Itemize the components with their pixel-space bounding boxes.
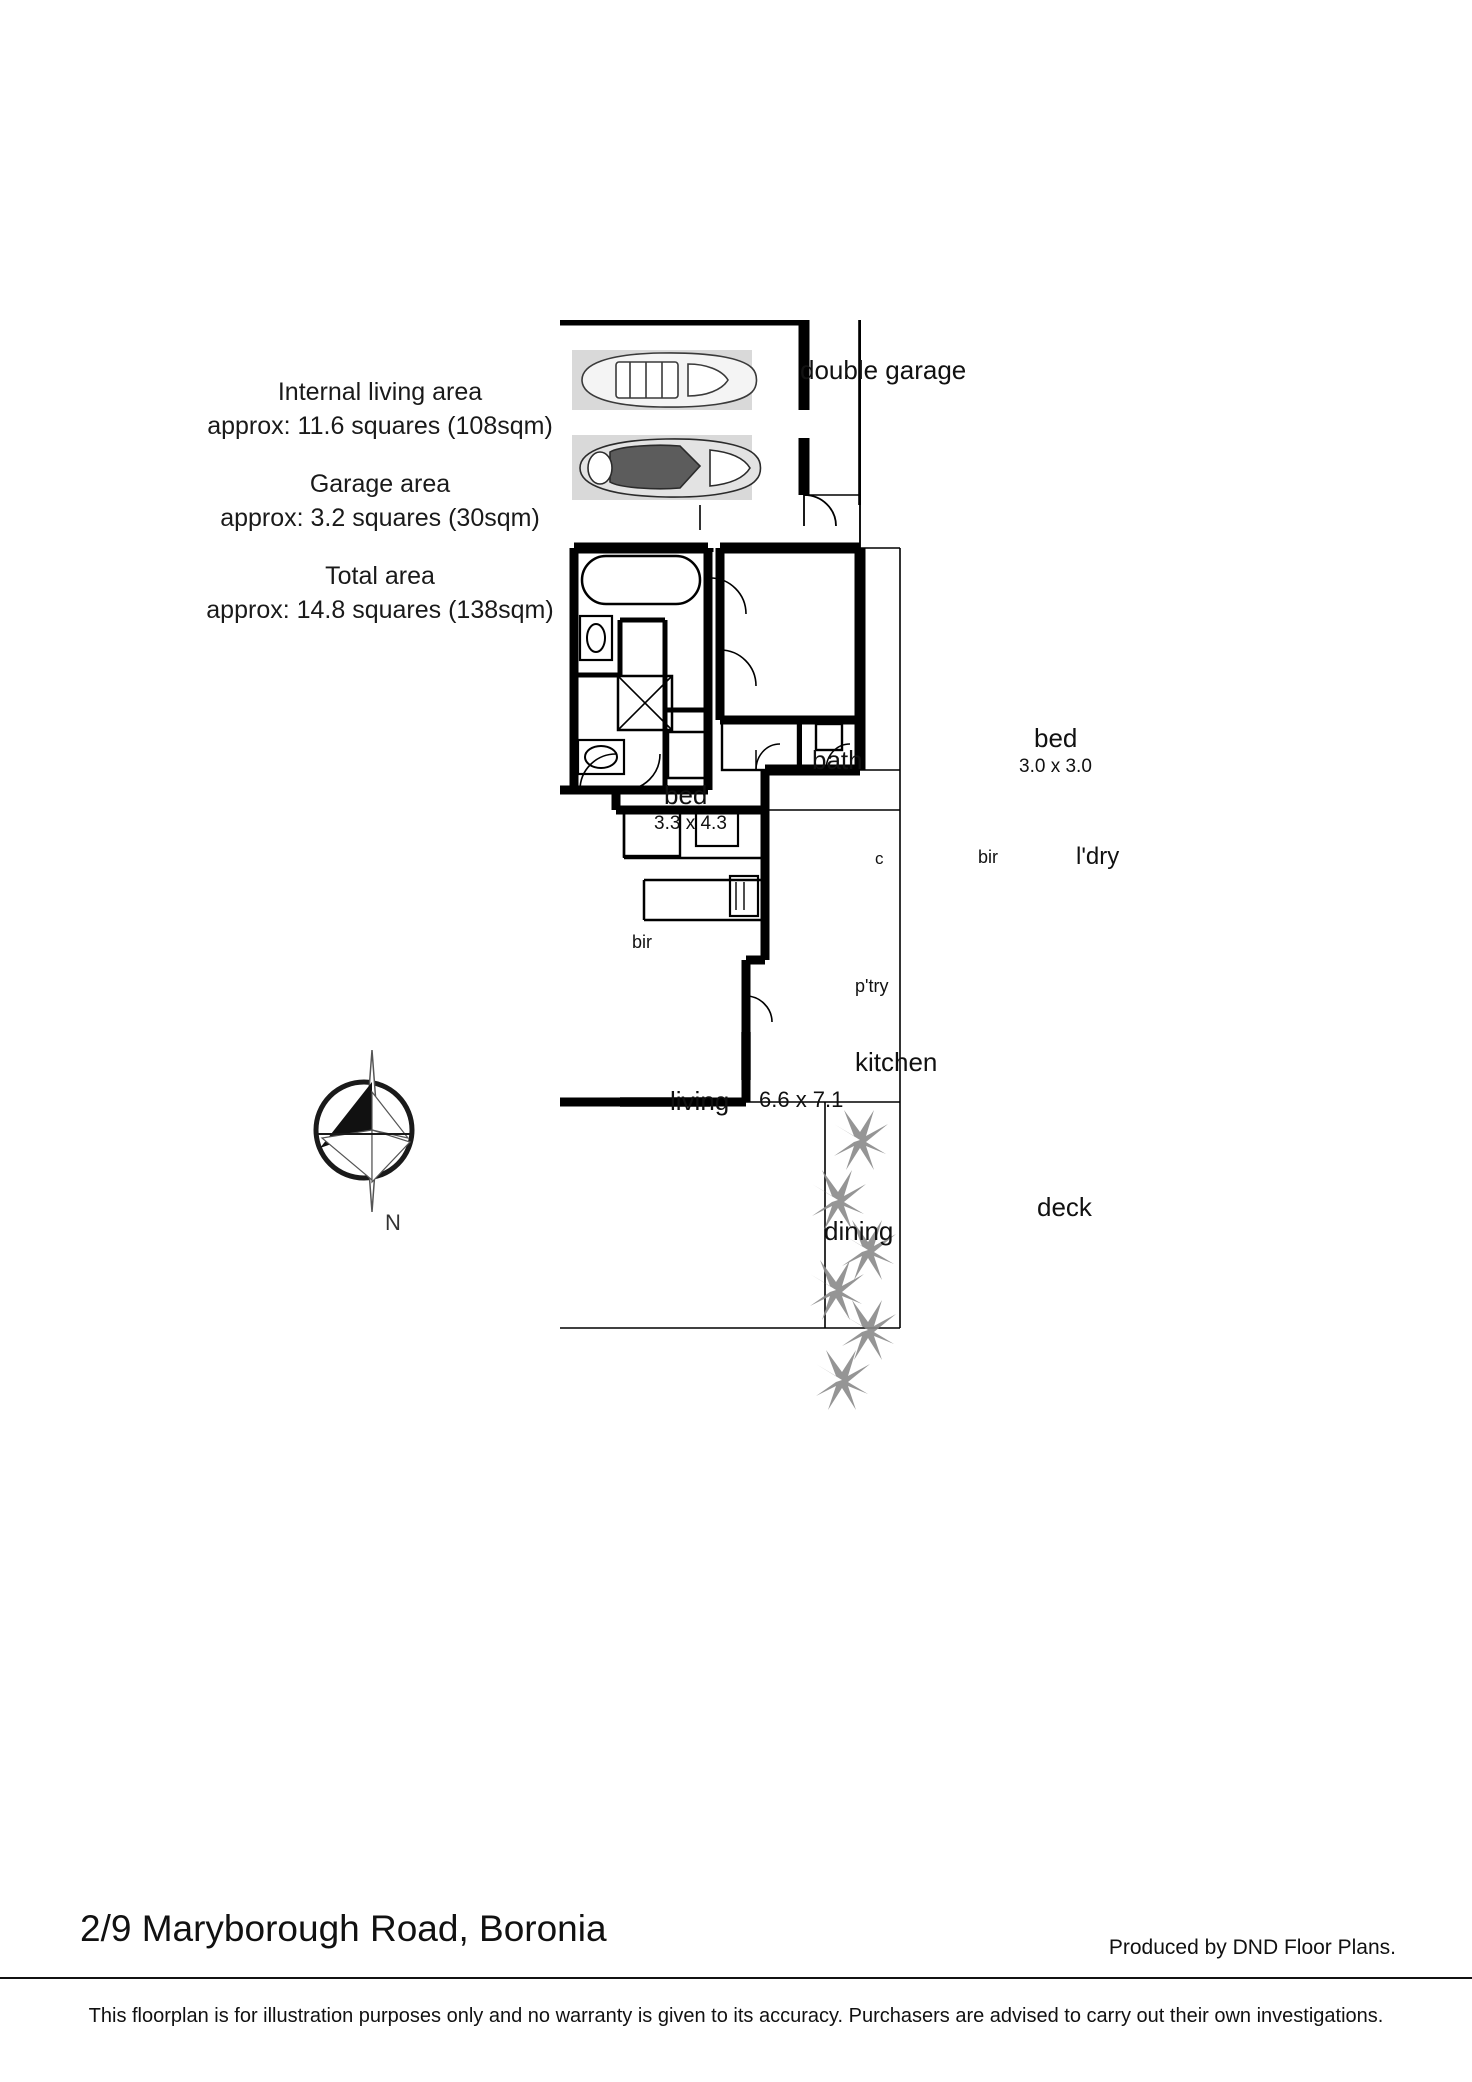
compass-icon: [300, 1030, 430, 1230]
producer-credit: Produced by DND Floor Plans.: [1108, 1936, 1396, 1959]
room-label-deck: deck: [1037, 1192, 1092, 1222]
area-garage-value: approx: 3.2 squares (30sqm): [220, 504, 540, 532]
property-address: 2/9 Maryborough Road, Boronia: [80, 1908, 607, 1949]
area-internal-living-value: approx: 11.6 squares (108sqm): [207, 412, 553, 440]
area-garage-label: Garage area: [309, 470, 451, 498]
room-label-dining: dining: [824, 1216, 894, 1246]
room-label-laundry: l'dry: [1076, 843, 1120, 870]
area-summary: [170, 375, 590, 627]
room-label-double-garage: double garage: [800, 355, 967, 385]
room-dimensions-bed-second: 3.0 x 3.0: [1019, 756, 1092, 777]
area-total-value: approx: 14.8 squares (138sqm): [206, 596, 554, 624]
area-total: [170, 559, 590, 627]
room-dimensions-bed-main: 3.3 x 4.3: [654, 813, 727, 834]
room-dimensions-living: 6.6 x 7.1: [759, 1087, 844, 1112]
area-total-label: Total area: [325, 562, 435, 590]
room-label-bed-main: bed: [664, 780, 708, 810]
disclaimer-text: This floorplan is for illustration purposes only and no warranty is given to its accuracy. Purchasers are advised to carry out their own investigations.: [88, 2005, 1384, 2027]
area-garage: [170, 467, 590, 535]
room-label-bath: bath: [812, 745, 863, 775]
room-label-bir-main: bir: [632, 932, 653, 952]
area-internal-living: [170, 375, 590, 443]
room-label-cupboard: c: [875, 849, 884, 868]
room-label-living: living: [670, 1086, 730, 1116]
room-label-bir-second: bir: [978, 847, 999, 867]
compass-north-label: N: [385, 1210, 401, 1235]
area-internal-living-label: Internal living area: [277, 378, 483, 406]
room-label-kitchen: kitchen: [855, 1047, 938, 1077]
room-label-bed-second: bed: [1034, 723, 1078, 753]
room-label-pantry: p'try: [855, 976, 889, 996]
footer-divider: [0, 1977, 1472, 1979]
